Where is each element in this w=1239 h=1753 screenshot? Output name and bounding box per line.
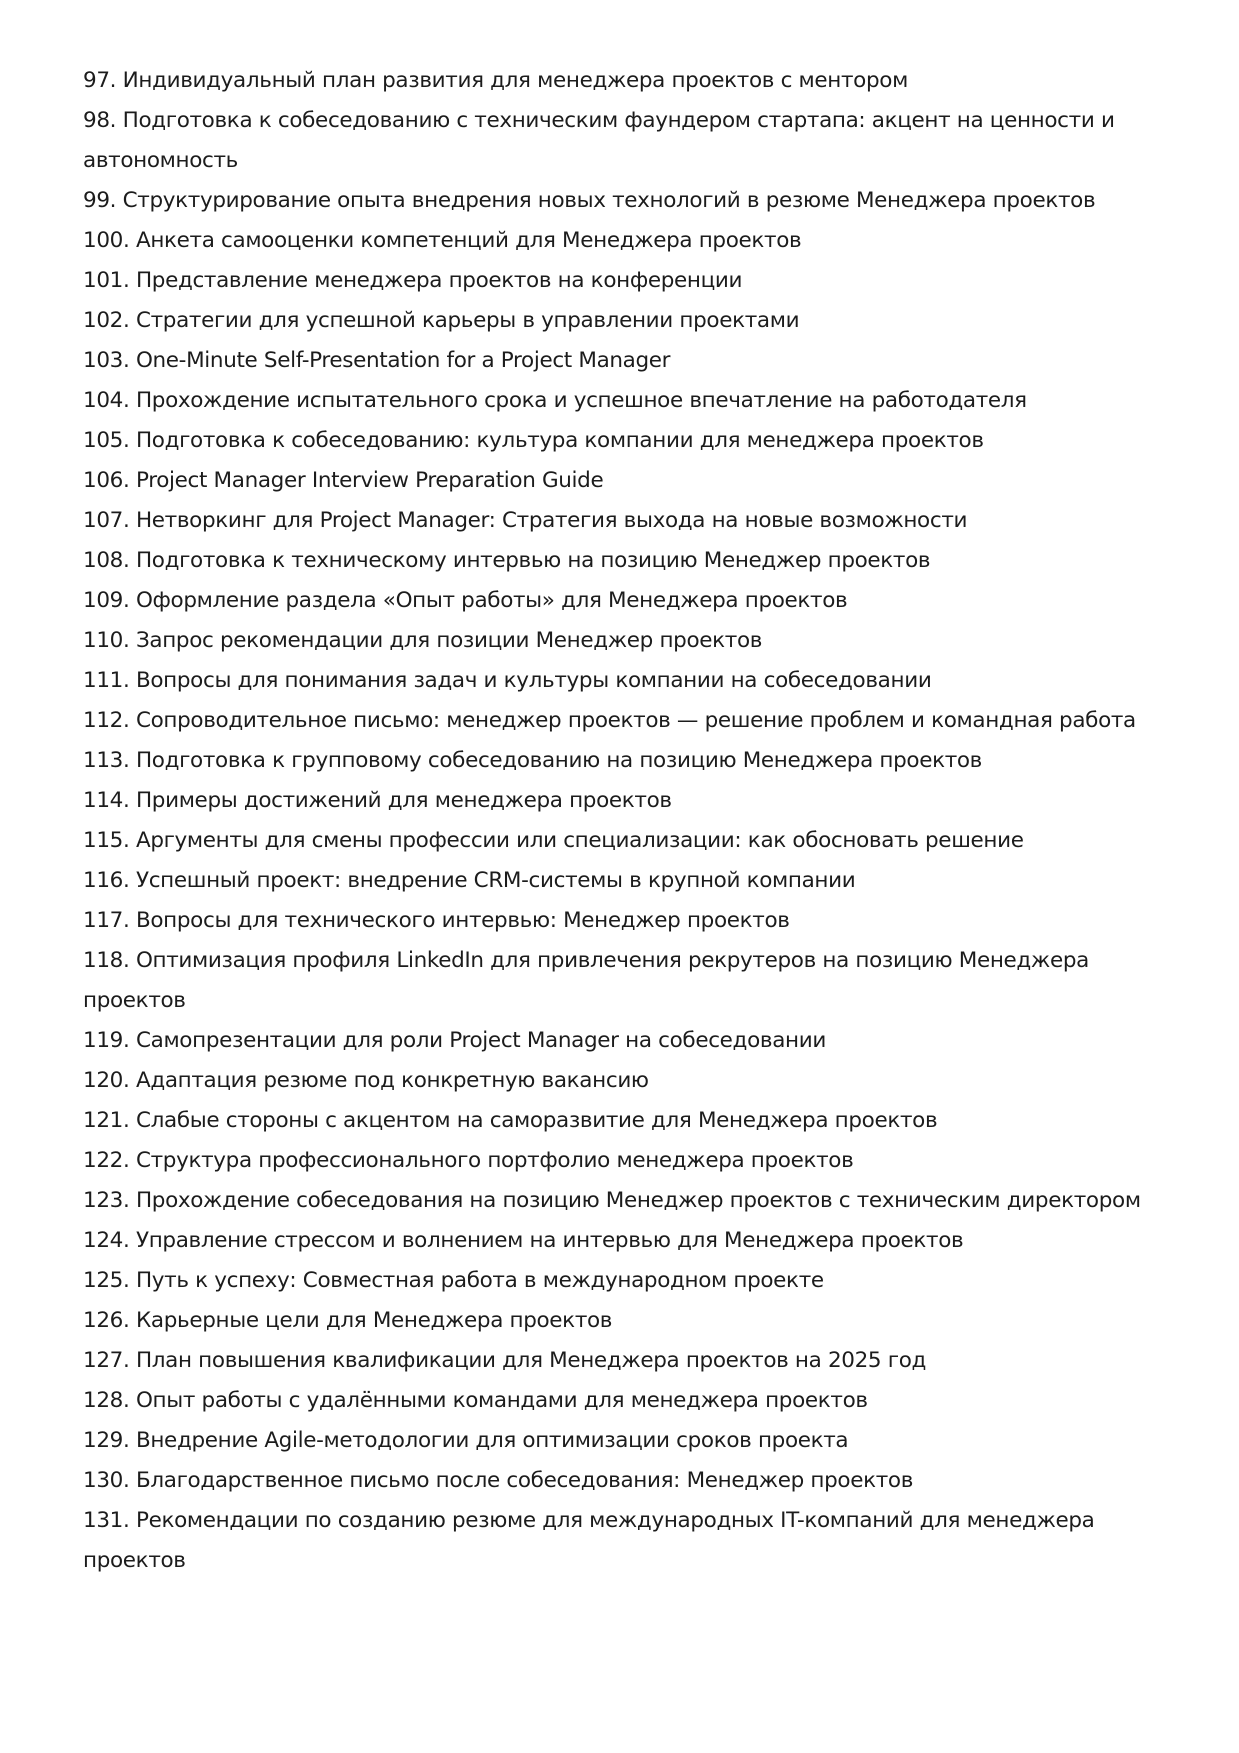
list-item-124: 124. Управление стрессом и волнением на интервью для Менеджера проектов <box>83 1228 964 1253</box>
list-item-130: 130. Благодарственное письмо после собеседования: Менеджер проектов <box>83 1468 914 1493</box>
list-item-126: 126. Карьерные цели для Менеджера проектов <box>83 1308 613 1333</box>
list-item-99: 99. Структурирование опыта внедрения новых технологий в резюме Менеджера проектов <box>83 188 1096 213</box>
list-item-116: 116. Успешный проект: внедрение CRM-системы в крупной компании <box>83 868 856 893</box>
list-item-97: 97. Индивидуальный план развития для менеджера проектов с ментором <box>83 68 908 93</box>
list-item-102: 102. Стратегии для успешной карьеры в управлении проектами <box>83 308 800 333</box>
list-item-131: 131. Рекомендации по созданию резюме для международных IT-компаний для менеджера проектов <box>83 1508 1095 1573</box>
list-item-114: 114. Примеры достижений для менеджера проектов <box>83 788 672 813</box>
list-item-100: 100. Анкета самооценки компетенций для Менеджера проектов <box>83 228 802 253</box>
list-item-117: 117. Вопросы для технического интервью: Менеджер проектов <box>83 908 790 933</box>
list-item-106: 106. Project Manager Interview Preparation Guide <box>83 468 604 493</box>
list-item-110: 110. Запрос рекомендации для позиции Менеджер проектов <box>83 628 763 653</box>
list-item-122: 122. Структура профессионального портфолио менеджера проектов <box>83 1148 854 1173</box>
list-item-105: 105. Подготовка к собеседованию: культура компании для менеджера проектов <box>83 428 984 453</box>
list-item-120: 120. Адаптация резюме под конкретную вакансию <box>83 1068 649 1093</box>
list-item-115: 115. Аргументы для смены профессии или специализации: как обосновать решение <box>83 828 1024 853</box>
list-item-127: 127. План повышения квалификации для Менеджера проектов на 2025 год <box>83 1348 927 1373</box>
list-item-121: 121. Слабые стороны с акцентом на саморазвитие для Менеджера проектов <box>83 1108 938 1133</box>
list-item-104: 104. Прохождение испытательного срока и успешное впечатление на работодателя <box>83 388 1027 413</box>
list-item-113: 113. Подготовка к групповому собеседованию на позицию Менеджера проектов <box>83 748 983 773</box>
list-item-103: 103. One-Minute Self-Presentation for a Project Manager <box>83 348 671 373</box>
list-item-128: 128. Опыт работы с удалёнными командами для менеджера проектов <box>83 1388 868 1413</box>
list-item-129: 129. Внедрение Agile-методологии для оптимизации сроков проекта <box>83 1428 849 1453</box>
list-item-109: 109. Оформление раздела «Опыт работы» для Менеджера проектов <box>83 588 848 613</box>
list-item-118: 118. Оптимизация профиля LinkedIn для привлечения рекрутеров на позицию Менеджера проектов <box>83 948 1089 1013</box>
list-item-98: 98. Подготовка к собеседованию с техническим фаундером стартапа: акцент на ценности и автономность <box>83 108 1115 173</box>
list-item-101: 101. Представление менеджера проектов на конференции <box>83 268 743 293</box>
list-item-107: 107. Нетворкинг для Project Manager: Стратегия выхода на новые возможности <box>83 508 968 533</box>
list-item-123: 123. Прохождение собеседования на позицию Менеджер проектов с техническим директором <box>83 1188 1141 1213</box>
numbered-list <box>83 61 1163 1581</box>
list-item-119: 119. Самопрезентации для роли Project Manager на собеседовании <box>83 1028 826 1053</box>
list-item-111: 111. Вопросы для понимания задач и культуры компании на собеседовании <box>83 668 932 693</box>
list-item-108: 108. Подготовка к техническому интервью на позицию Менеджер проектов <box>83 548 931 573</box>
list-item-125: 125. Путь к успеху: Совместная работа в международном проекте <box>83 1268 824 1293</box>
list-item-112: 112. Сопроводительное письмо: менеджер проектов — решение проблем и командная работа <box>83 708 1136 733</box>
